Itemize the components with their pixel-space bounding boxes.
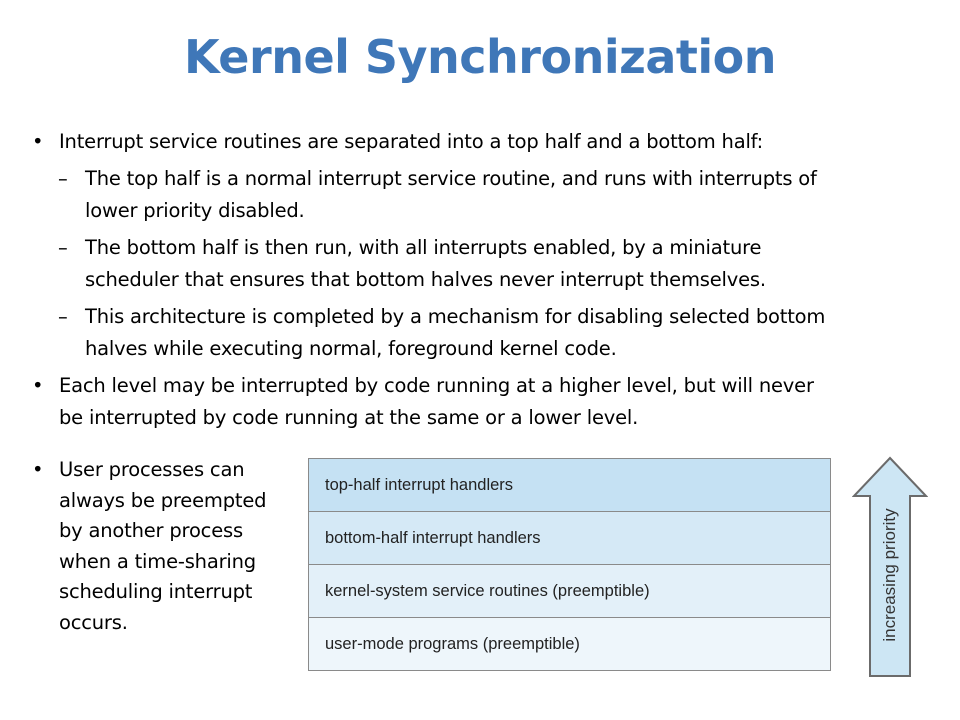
layer-top-half-handlers: top-half interrupt handlers	[309, 459, 830, 512]
bullet-line: always be preempted	[59, 488, 267, 512]
priority-layer-diagram	[308, 458, 831, 671]
sub-bullet-line: – This architecture is completed by a mechanism for disabling selected bottom	[85, 305, 826, 328]
sub-bullet-line: – The top half is a normal interrupt service routine, and runs with interrupts of	[85, 167, 817, 190]
bullet-line: occurs.	[59, 610, 128, 634]
bullet-top-bottom-halves	[32, 126, 932, 158]
layer-user-mode-programs: user-mode programs (preemptible)	[309, 618, 830, 670]
bullet-list	[32, 126, 932, 439]
bullet-line: when a time-sharing	[59, 549, 256, 573]
sub-bullet-line: – The bottom half is then run, with all interrupts enabled, by a miniature	[85, 236, 762, 259]
sub-bullet-bottom-half	[32, 232, 932, 296]
layer-kernel-service-routines: kernel-system service routines (preemptible)	[309, 565, 830, 618]
bullet-line: scheduling interrupt	[59, 580, 253, 603]
bullet-text: Interrupt service routines are separated into a top half and a bottom half:	[59, 130, 763, 153]
sub-bullet-line: lower priority disabled.	[85, 199, 305, 222]
increasing-priority-label: increasing priority	[880, 508, 899, 642]
sub-bullet-line: halves while executing normal, foreground kernel code.	[85, 337, 617, 360]
bullet-line: by another process	[59, 519, 243, 542]
bullet-interrupt-levels	[32, 370, 932, 434]
bullet-user-processes	[32, 455, 292, 638]
bullet-line: • Each level may be interrupted by code running at a higher level, but will never	[59, 374, 814, 397]
bullet-line: • User processes can	[59, 458, 245, 481]
sub-bullet-top-half	[32, 163, 932, 227]
sub-bullet-line: scheduler that ensures that bottom halves never interrupt themselves.	[85, 268, 766, 291]
bullet-line: be interrupted by code running at the same or a lower level.	[59, 406, 639, 429]
slide-title: Kernel Synchronization	[183, 30, 777, 84]
layer-bottom-half-handlers: bottom-half interrupt handlers	[309, 512, 830, 565]
sub-bullet-architecture	[32, 301, 932, 365]
